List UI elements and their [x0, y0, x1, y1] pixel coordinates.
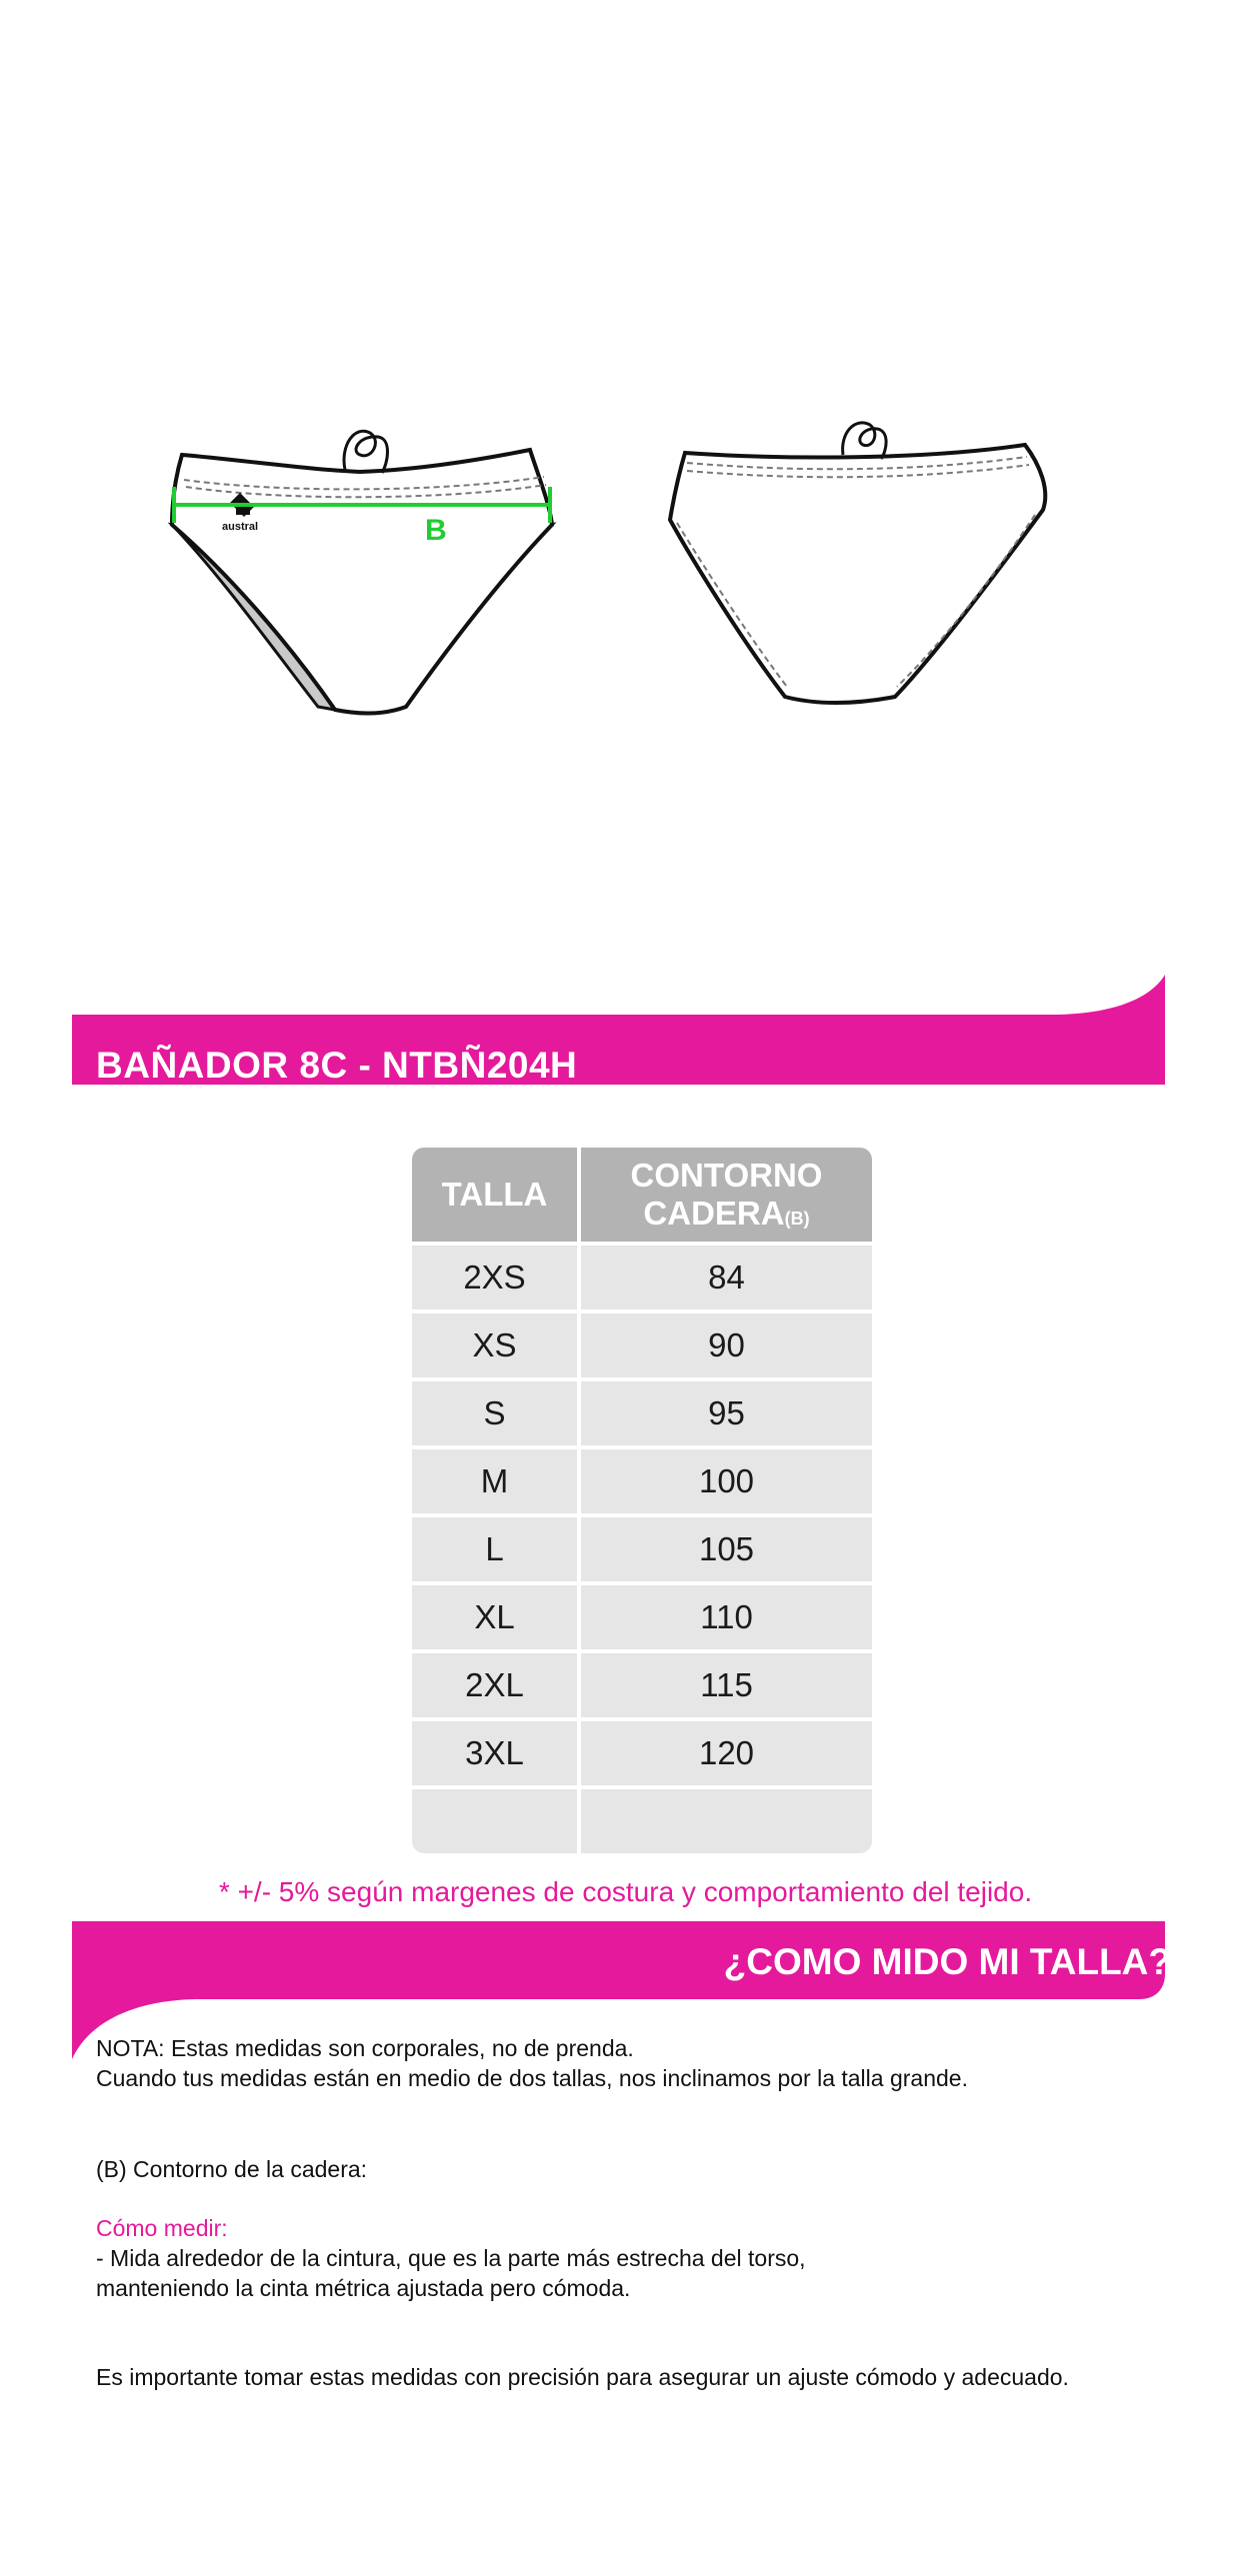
header-size: TALLA	[412, 1148, 577, 1242]
hip-cell: 100	[581, 1449, 872, 1513]
how-line-2: manteniendo la cinta métrica ajustada pero cómoda.	[96, 2275, 631, 2301]
size-cell: L	[412, 1517, 577, 1581]
size-cell: M	[412, 1449, 577, 1513]
table-row	[412, 1381, 872, 1445]
header-hip-word: CADERA	[643, 1195, 785, 1232]
header-hip-line2	[643, 1195, 809, 1233]
svg-text:austral: austral	[222, 521, 259, 533]
table-header-row	[412, 1148, 872, 1242]
table-row	[412, 1246, 872, 1309]
table-row	[412, 1789, 872, 1853]
swimsuit-back-drawing	[665, 415, 1065, 715]
table-row	[412, 1313, 872, 1377]
page-title: BAÑADOR 8C - NTBÑ204H	[96, 1045, 578, 1086]
hip-cell: 90	[581, 1313, 872, 1377]
note-line-2: Cuando tus medidas están en medio de dos tallas, nos inclinamos por la talla grande.	[96, 2065, 968, 2091]
table-row	[412, 1653, 872, 1717]
size-table	[412, 1148, 872, 1857]
size-cell: 3XL	[412, 1721, 577, 1785]
measure-title: ¿COMO MIDO MI TALLA?	[723, 1941, 1171, 1982]
table-row	[412, 1517, 872, 1581]
header-hip	[581, 1148, 872, 1242]
size-cell: 2XL	[412, 1653, 577, 1717]
how-line-1: - Mida alrededor de la cintura, que es la parte más estrecha del torso,	[96, 2245, 806, 2271]
how-to-label: Cómo medir:	[96, 2215, 228, 2241]
swimsuit-front-drawing	[160, 415, 580, 735]
hip-cell: 84	[581, 1246, 872, 1309]
header-hip-line1: CONTORNO	[630, 1157, 823, 1195]
size-cell	[412, 1789, 577, 1853]
note-line-1: NOTA: Estas medidas son corporales, no de prenda.	[96, 2035, 634, 2061]
size-cell: XL	[412, 1585, 577, 1649]
hip-heading: (B) Contorno de la cadera:	[96, 2156, 368, 2182]
table-row	[412, 1721, 872, 1785]
size-cell: 2XS	[412, 1246, 577, 1309]
hip-cell: 120	[581, 1721, 872, 1785]
hip-cell: 110	[581, 1585, 872, 1649]
hip-cell	[581, 1789, 872, 1853]
hip-cell: 95	[581, 1381, 872, 1445]
closing-note: Es importante tomar estas medidas con precisión para asegurar un ajuste cómodo y adecuado.	[96, 2364, 1069, 2390]
hip-cell: 105	[581, 1517, 872, 1581]
measure-mark-b: B	[425, 514, 447, 547]
hip-cell: 115	[581, 1653, 872, 1717]
size-cell: S	[412, 1381, 577, 1445]
header-hip-sub: (B)	[784, 1209, 810, 1229]
table-row	[412, 1449, 872, 1513]
table-row	[412, 1585, 872, 1649]
size-cell: XS	[412, 1313, 577, 1377]
tolerance-footnote: * +/- 5% según margenes de costura y comportamiento del tejido.	[218, 1876, 1033, 1907]
